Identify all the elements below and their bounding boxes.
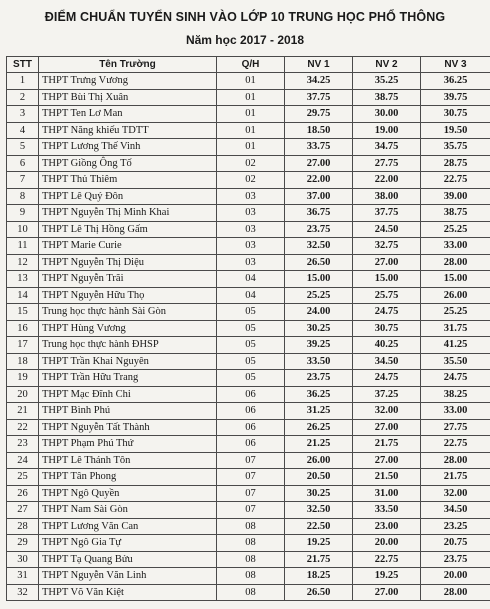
- cell-nv3: 38.25: [421, 386, 490, 403]
- cell-nv3: 23.25: [421, 518, 490, 535]
- cell-nv3: 41.25: [421, 337, 490, 354]
- cell-nv1: 24.00: [285, 304, 353, 321]
- cell-nv2: 32.75: [353, 238, 421, 255]
- cell-district: 01: [217, 106, 285, 123]
- cell-nv1: 31.25: [285, 403, 353, 420]
- cell-school-name: THPT Nguyễn Thị Minh Khai: [39, 205, 217, 222]
- cell-nv3: 20.75: [421, 535, 490, 552]
- cell-nv1: 30.25: [285, 320, 353, 337]
- cell-nv1: 23.75: [285, 221, 353, 238]
- cell-nv1: 36.75: [285, 205, 353, 222]
- cell-nv3: 30.75: [421, 106, 490, 123]
- cell-stt: 30: [7, 551, 39, 568]
- cell-nv1: 20.50: [285, 469, 353, 486]
- header-district: Q/H: [217, 57, 285, 73]
- cell-nv3: 21.75: [421, 469, 490, 486]
- cell-nv1: 26.50: [285, 584, 353, 601]
- cell-nv1: 22.50: [285, 518, 353, 535]
- cell-stt: 18: [7, 353, 39, 370]
- cell-district: 07: [217, 485, 285, 502]
- cell-nv2: 31.00: [353, 485, 421, 502]
- cell-nv2: 27.00: [353, 419, 421, 436]
- table-row: [7, 238, 490, 255]
- cell-stt: 4: [7, 122, 39, 139]
- document-subtitle: Năm học 2017 - 2018: [185, 33, 305, 47]
- cell-nv1: 25.25: [285, 287, 353, 304]
- cell-nv3: 33.00: [421, 238, 490, 255]
- cell-stt: 19: [7, 370, 39, 387]
- cell-district: 05: [217, 353, 285, 370]
- cell-school-name: THPT Trưng Vương: [39, 73, 217, 90]
- cell-nv1: 26.25: [285, 419, 353, 436]
- cell-nv1: 18.25: [285, 568, 353, 585]
- cell-nv1: 19.25: [285, 535, 353, 552]
- cell-school-name: THPT Thủ Thiêm: [39, 172, 217, 189]
- cell-district: 06: [217, 419, 285, 436]
- table-row: [7, 452, 490, 469]
- cell-stt: 17: [7, 337, 39, 354]
- cell-district: 05: [217, 337, 285, 354]
- cell-stt: 10: [7, 221, 39, 238]
- cell-nv2: 33.50: [353, 502, 421, 519]
- cell-nv3: 28.75: [421, 155, 490, 172]
- cell-nv2: 27.00: [353, 254, 421, 271]
- cell-district: 08: [217, 568, 285, 585]
- cell-school-name: THPT Năng khiếu TDTT: [39, 122, 217, 139]
- table-row: [7, 436, 490, 453]
- table-row: [7, 551, 490, 568]
- cell-stt: 20: [7, 386, 39, 403]
- cell-district: 01: [217, 89, 285, 106]
- cell-school-name: THPT Bình Phú: [39, 403, 217, 420]
- cell-school-name: THPT Trần Hữu Trang: [39, 370, 217, 387]
- table-row: [7, 320, 490, 337]
- cell-stt: 12: [7, 254, 39, 271]
- cell-district: 06: [217, 386, 285, 403]
- table-row: [7, 535, 490, 552]
- header-row: [7, 57, 490, 73]
- cell-nv3: 25.25: [421, 221, 490, 238]
- table-row: [7, 584, 490, 601]
- cell-nv1: 39.25: [285, 337, 353, 354]
- cell-nv1: 23.75: [285, 370, 353, 387]
- cell-district: 03: [217, 238, 285, 255]
- table-row: [7, 188, 490, 205]
- cell-stt: 11: [7, 238, 39, 255]
- cell-district: 01: [217, 122, 285, 139]
- cell-nv2: 37.75: [353, 205, 421, 222]
- cell-nv2: 19.00: [353, 122, 421, 139]
- cell-nv2: 20.00: [353, 535, 421, 552]
- cell-stt: 25: [7, 469, 39, 486]
- cell-nv1: 21.75: [285, 551, 353, 568]
- cell-nv3: 27.75: [421, 419, 490, 436]
- cell-district: 02: [217, 155, 285, 172]
- cell-nv3: 35.50: [421, 353, 490, 370]
- cell-district: 08: [217, 551, 285, 568]
- cell-stt: 31: [7, 568, 39, 585]
- header-nv3: NV 3: [421, 57, 490, 73]
- cell-stt: 14: [7, 287, 39, 304]
- cell-district: 07: [217, 469, 285, 486]
- cell-nv1: 22.00: [285, 172, 353, 189]
- cell-school-name: THPT Lê Thị Hồng Gấm: [39, 221, 217, 238]
- cell-district: 04: [217, 287, 285, 304]
- table-body: [7, 73, 490, 601]
- cell-school-name: THPT Lê Quý Đôn: [39, 188, 217, 205]
- cell-stt: 9: [7, 205, 39, 222]
- table-row: [7, 485, 490, 502]
- table-row: [7, 419, 490, 436]
- cell-nv3: 28.00: [421, 584, 490, 601]
- admission-scores-table: [6, 56, 490, 601]
- cell-school-name: THPT Võ Văn Kiệt: [39, 584, 217, 601]
- cell-nv2: 22.75: [353, 551, 421, 568]
- cell-district: 03: [217, 221, 285, 238]
- cell-nv2: 22.00: [353, 172, 421, 189]
- document-title: ĐIỂM CHUẨN TUYỂN SINH VÀO LỚP 10 TRUNG HỌC PHỔ THÔNG: [44, 10, 446, 24]
- cell-nv1: 26.00: [285, 452, 353, 469]
- cell-district: 08: [217, 584, 285, 601]
- cell-nv1: 30.25: [285, 485, 353, 502]
- table-row: [7, 386, 490, 403]
- cell-nv3: 38.75: [421, 205, 490, 222]
- cell-nv2: 32.00: [353, 403, 421, 420]
- cell-nv2: 24.50: [353, 221, 421, 238]
- cell-stt: 1: [7, 73, 39, 90]
- cell-nv1: 36.25: [285, 386, 353, 403]
- cell-stt: 2: [7, 89, 39, 106]
- table-row: [7, 502, 490, 519]
- cell-nv3: 39.75: [421, 89, 490, 106]
- table-header: [7, 57, 490, 73]
- table-row: [7, 469, 490, 486]
- cell-district: 07: [217, 502, 285, 519]
- cell-stt: 16: [7, 320, 39, 337]
- cell-nv1: 33.50: [285, 353, 353, 370]
- cell-nv2: 27.00: [353, 584, 421, 601]
- cell-nv3: 36.25: [421, 73, 490, 90]
- cell-nv2: 24.75: [353, 304, 421, 321]
- cell-district: 03: [217, 254, 285, 271]
- cell-school-name: THPT Ngô Quyền: [39, 485, 217, 502]
- cell-school-name: THPT Nguyễn Văn Linh: [39, 568, 217, 585]
- cell-nv1: 21.25: [285, 436, 353, 453]
- cell-school-name: THPT Nguyễn Tất Thành: [39, 419, 217, 436]
- cell-nv2: 25.75: [353, 287, 421, 304]
- table-row: [7, 122, 490, 139]
- table-row: [7, 287, 490, 304]
- table-row: [7, 403, 490, 420]
- cell-school-name: THPT Ten Lơ Man: [39, 106, 217, 123]
- cell-stt: 22: [7, 419, 39, 436]
- table-row: [7, 254, 490, 271]
- cell-stt: 8: [7, 188, 39, 205]
- cell-stt: 26: [7, 485, 39, 502]
- cell-stt: 6: [7, 155, 39, 172]
- cell-nv3: 39.00: [421, 188, 490, 205]
- cell-nv3: 19.50: [421, 122, 490, 139]
- cell-nv2: 27.75: [353, 155, 421, 172]
- cell-nv1: 26.50: [285, 254, 353, 271]
- cell-district: 05: [217, 370, 285, 387]
- cell-nv3: 26.00: [421, 287, 490, 304]
- cell-district: 05: [217, 304, 285, 321]
- cell-nv2: 23.00: [353, 518, 421, 535]
- cell-nv2: 40.25: [353, 337, 421, 354]
- cell-nv2: 35.25: [353, 73, 421, 90]
- table-row: [7, 337, 490, 354]
- cell-school-name: THPT Tân Phong: [39, 469, 217, 486]
- cell-nv2: 21.50: [353, 469, 421, 486]
- cell-school-name: THPT Mạc Đĩnh Chi: [39, 386, 217, 403]
- table-row: [7, 304, 490, 321]
- header-nv2: NV 2: [353, 57, 421, 73]
- cell-school-name: THPT Ngô Gia Tự: [39, 535, 217, 552]
- cell-nv3: 22.75: [421, 172, 490, 189]
- cell-district: 04: [217, 271, 285, 288]
- cell-nv2: 38.00: [353, 188, 421, 205]
- cell-stt: 13: [7, 271, 39, 288]
- cell-district: 02: [217, 172, 285, 189]
- cell-stt: 23: [7, 436, 39, 453]
- cell-nv1: 15.00: [285, 271, 353, 288]
- cell-district: 03: [217, 188, 285, 205]
- cell-school-name: THPT Hùng Vương: [39, 320, 217, 337]
- table-row: [7, 89, 490, 106]
- cell-stt: 5: [7, 139, 39, 156]
- cell-stt: 15: [7, 304, 39, 321]
- cell-stt: 32: [7, 584, 39, 601]
- cell-nv3: 28.00: [421, 452, 490, 469]
- cell-nv3: 25.25: [421, 304, 490, 321]
- table-row: [7, 353, 490, 370]
- cell-district: 06: [217, 436, 285, 453]
- cell-nv2: 21.75: [353, 436, 421, 453]
- cell-nv2: 34.75: [353, 139, 421, 156]
- table-row: [7, 221, 490, 238]
- cell-district: 07: [217, 452, 285, 469]
- cell-nv3: 28.00: [421, 254, 490, 271]
- cell-nv3: 32.00: [421, 485, 490, 502]
- cell-school-name: THPT Tạ Quang Bửu: [39, 551, 217, 568]
- cell-district: 06: [217, 403, 285, 420]
- cell-nv2: 19.25: [353, 568, 421, 585]
- cell-nv2: 34.50: [353, 353, 421, 370]
- cell-nv3: 15.00: [421, 271, 490, 288]
- cell-stt: 3: [7, 106, 39, 123]
- cell-nv2: 38.75: [353, 89, 421, 106]
- cell-nv1: 29.75: [285, 106, 353, 123]
- table-row: [7, 139, 490, 156]
- cell-school-name: THPT Lương Văn Can: [39, 518, 217, 535]
- cell-school-name: THPT Lương Thế Vinh: [39, 139, 217, 156]
- cell-nv2: 15.00: [353, 271, 421, 288]
- cell-school-name: THPT Giồng Ông Tố: [39, 155, 217, 172]
- cell-nv2: 30.75: [353, 320, 421, 337]
- cell-stt: 29: [7, 535, 39, 552]
- cell-nv3: 35.75: [421, 139, 490, 156]
- cell-district: 01: [217, 139, 285, 156]
- table-row: [7, 106, 490, 123]
- cell-nv3: 24.75: [421, 370, 490, 387]
- cell-school-name: Trung học thực hành Sài Gòn: [39, 304, 217, 321]
- cell-school-name: Trung học thực hành ĐHSP: [39, 337, 217, 354]
- cell-district: 01: [217, 73, 285, 90]
- header-stt: STT: [7, 57, 39, 73]
- cell-nv1: 37.00: [285, 188, 353, 205]
- cell-school-name: THPT Nguyễn Hữu Thọ: [39, 287, 217, 304]
- table-row: [7, 155, 490, 172]
- cell-nv3: 33.00: [421, 403, 490, 420]
- cell-nv1: 33.75: [285, 139, 353, 156]
- cell-nv2: 24.75: [353, 370, 421, 387]
- cell-school-name: THPT Nguyễn Thị Diệu: [39, 254, 217, 271]
- table-row: [7, 205, 490, 222]
- cell-nv3: 31.75: [421, 320, 490, 337]
- cell-nv1: 18.50: [285, 122, 353, 139]
- cell-nv3: 34.50: [421, 502, 490, 519]
- table-row: [7, 172, 490, 189]
- cell-stt: 28: [7, 518, 39, 535]
- cell-nv3: 23.75: [421, 551, 490, 568]
- table-row: [7, 73, 490, 90]
- cell-nv3: 20.00: [421, 568, 490, 585]
- cell-nv1: 34.25: [285, 73, 353, 90]
- cell-district: 08: [217, 518, 285, 535]
- cell-nv1: 37.75: [285, 89, 353, 106]
- cell-nv2: 37.25: [353, 386, 421, 403]
- header-nv1: NV 1: [285, 57, 353, 73]
- cell-school-name: THPT Trần Khai Nguyên: [39, 353, 217, 370]
- table-row: [7, 271, 490, 288]
- cell-school-name: THPT Marie Curie: [39, 238, 217, 255]
- cell-nv1: 32.50: [285, 502, 353, 519]
- cell-district: 08: [217, 535, 285, 552]
- cell-stt: 27: [7, 502, 39, 519]
- cell-school-name: THPT Nam Sài Gòn: [39, 502, 217, 519]
- cell-school-name: THPT Lê Thánh Tôn: [39, 452, 217, 469]
- cell-nv2: 27.00: [353, 452, 421, 469]
- cell-school-name: THPT Phạm Phú Thứ: [39, 436, 217, 453]
- cell-nv1: 32.50: [285, 238, 353, 255]
- cell-stt: 21: [7, 403, 39, 420]
- cell-district: 03: [217, 205, 285, 222]
- cell-district: 05: [217, 320, 285, 337]
- cell-nv1: 27.00: [285, 155, 353, 172]
- table-row: [7, 518, 490, 535]
- cell-stt: 24: [7, 452, 39, 469]
- header-school-name: Tên Trường: [39, 57, 217, 73]
- table-row: [7, 568, 490, 585]
- cell-school-name: THPT Bùi Thị Xuân: [39, 89, 217, 106]
- cell-stt: 7: [7, 172, 39, 189]
- cell-nv3: 22.75: [421, 436, 490, 453]
- table-row: [7, 370, 490, 387]
- cell-nv2: 30.00: [353, 106, 421, 123]
- cell-school-name: THPT Nguyễn Trãi: [39, 271, 217, 288]
